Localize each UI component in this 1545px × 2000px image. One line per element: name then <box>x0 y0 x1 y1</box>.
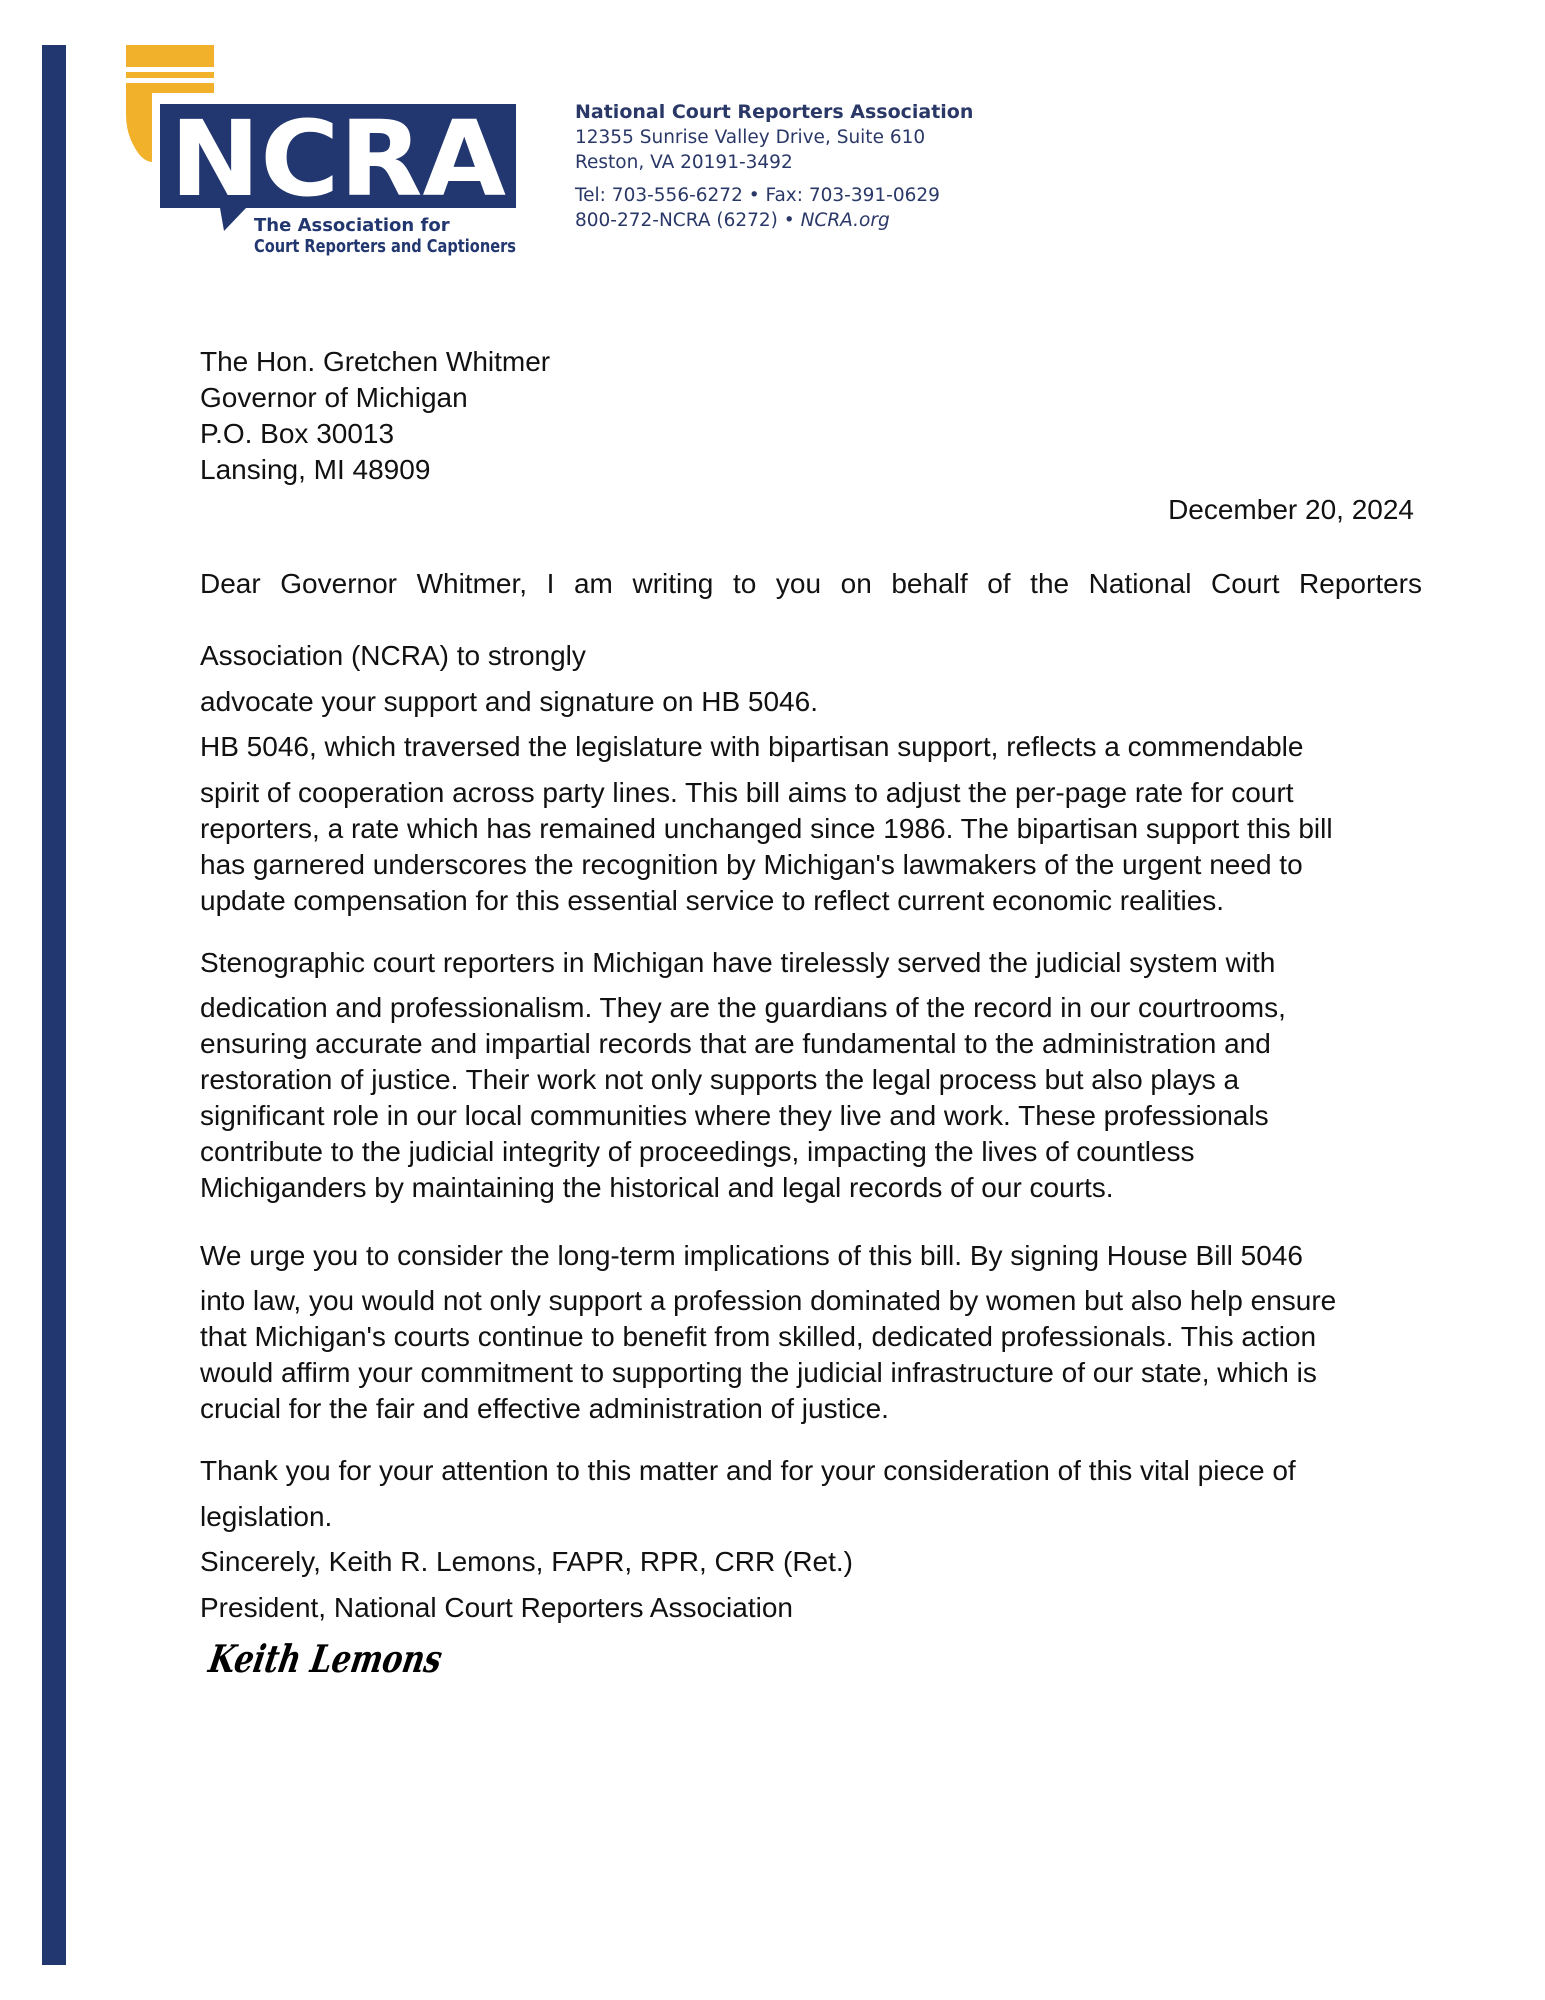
closing-thanks <box>200 1453 1422 1489</box>
letterhead-phone-fax: Tel: 703-556-6272 • Fax: 703-391-0629 <box>575 185 940 206</box>
left-margin-bar <box>42 45 66 1965</box>
paragraph-line: Michiganders by maintaining the historical and legal records of our courts. <box>200 1172 1114 1203</box>
letter-date: December 20, 2024 <box>1168 494 1414 525</box>
closing-title <box>200 1590 1422 1626</box>
letterhead-website: NCRA.org <box>800 210 890 231</box>
intro-line: advocate your support and signature on HB 5046. <box>200 686 818 717</box>
paragraph-line: reporters, a rate which has remained unchanged since 1986. The bipartisan support this bill <box>200 813 1333 844</box>
letterhead-contact <box>575 100 973 233</box>
handwritten-signature <box>205 1628 508 1688</box>
recipient-city: Lansing, MI 48909 <box>200 454 431 485</box>
paragraph-line: would affirm your commitment to supporting the judicial infrastructure of our state, which is <box>200 1357 1317 1388</box>
recipient-name: The Hon. Gretchen Whitmer <box>200 346 551 377</box>
paragraph-line: HB 5046, which traversed the legislature with bipartisan support, reflects a commendable <box>200 731 1304 762</box>
ncra-logo <box>126 45 521 265</box>
closing-line: Thank you for your attention to this matter and for your consideration of this vital piece of <box>200 1455 1296 1486</box>
paragraph-line: contribute to the judicial integrity of proceedings, impacting the lives of countless <box>200 1136 1195 1167</box>
paragraph-line: crucial for the fair and effective administration of justice. <box>200 1393 889 1424</box>
paragraph-line: ensuring accurate and impartial records that are fundamental to the administration and <box>200 1028 1271 1059</box>
intro-line: Association (NCRA) to strongly <box>200 640 586 671</box>
closing-sincerely <box>200 1544 1422 1580</box>
paragraph-line: update compensation for this essential service to reflect current economic realities. <box>200 885 1225 916</box>
paragraph-line: dedication and professionalism. They are the guardians of the record in our courtrooms, <box>200 992 1286 1023</box>
paragraph-line: that Michigan's courts continue to benefit from skilled, dedicated professionals. This action <box>200 1321 1317 1352</box>
letterhead-toll-free: 800-272-NCRA (6272) • <box>575 210 801 231</box>
closing-legislation <box>200 1499 1422 1535</box>
letterhead-toll-free-line <box>575 208 973 233</box>
paragraph-line: We urge you to consider the long-term implications of this bill. By signing House Bill 5046 <box>200 1240 1303 1271</box>
intro-continuation <box>200 638 1422 674</box>
paragraph-line: spirit of cooperation across party lines. This bill aims to adjust the per-page rate for court <box>200 777 1294 808</box>
intro-line: Dear Governor Whitmer, I am writing to you on behalf of the National Court Reporters <box>200 568 1422 599</box>
paragraph-1-body <box>200 775 1422 919</box>
closing-line: President, National Court Reporters Association <box>200 1592 793 1623</box>
paragraph-line: into law, you would not only support a profession dominated by women but also help ensure <box>200 1285 1337 1316</box>
paragraph-line: restoration of justice. Their work not only supports the legal process but also plays a <box>200 1064 1240 1095</box>
logo-tagline-1: The Association for <box>254 215 450 236</box>
logo-tagline-2: Court Reporters and Captioners <box>254 236 516 257</box>
letterhead-address-2: Reston, VA 20191-3492 <box>575 152 793 173</box>
recipient-po-box: P.O. Box 30013 <box>200 418 395 449</box>
paragraph-line: significant role in our local communities where they live and work. These professionals <box>200 1100 1269 1131</box>
recipient-address <box>200 344 550 488</box>
paragraph-1 <box>200 729 1422 765</box>
letterhead-org-name: National Court Reporters Association <box>575 101 974 123</box>
paragraph-line: has garnered underscores the recognition by Michigan's lawmakers of the urgent need to <box>200 849 1303 880</box>
letterhead-address-1: 12355 Sunrise Valley Drive, Suite 610 <box>575 127 926 148</box>
paragraph-3 <box>200 1238 1422 1274</box>
intro-line-1-block <box>200 566 1422 602</box>
logo-wordmark: NCRA <box>170 98 506 220</box>
paragraph-2 <box>200 945 1422 981</box>
signature-text: Keith Lemons <box>205 1637 508 1682</box>
recipient-title: Governor of Michigan <box>200 382 468 413</box>
closing-line: legislation. <box>200 1501 333 1532</box>
closing-line: Sincerely, Keith R. Lemons, FAPR, RPR, CRR (Ret.) <box>200 1546 853 1577</box>
paragraph-3-body <box>200 1283 1422 1427</box>
paragraph-line: Stenographic court reporters in Michigan have tirelessly served the judicial system with <box>200 947 1276 978</box>
paragraph-2-body <box>200 990 1422 1206</box>
intro-continuation <box>200 684 1422 720</box>
